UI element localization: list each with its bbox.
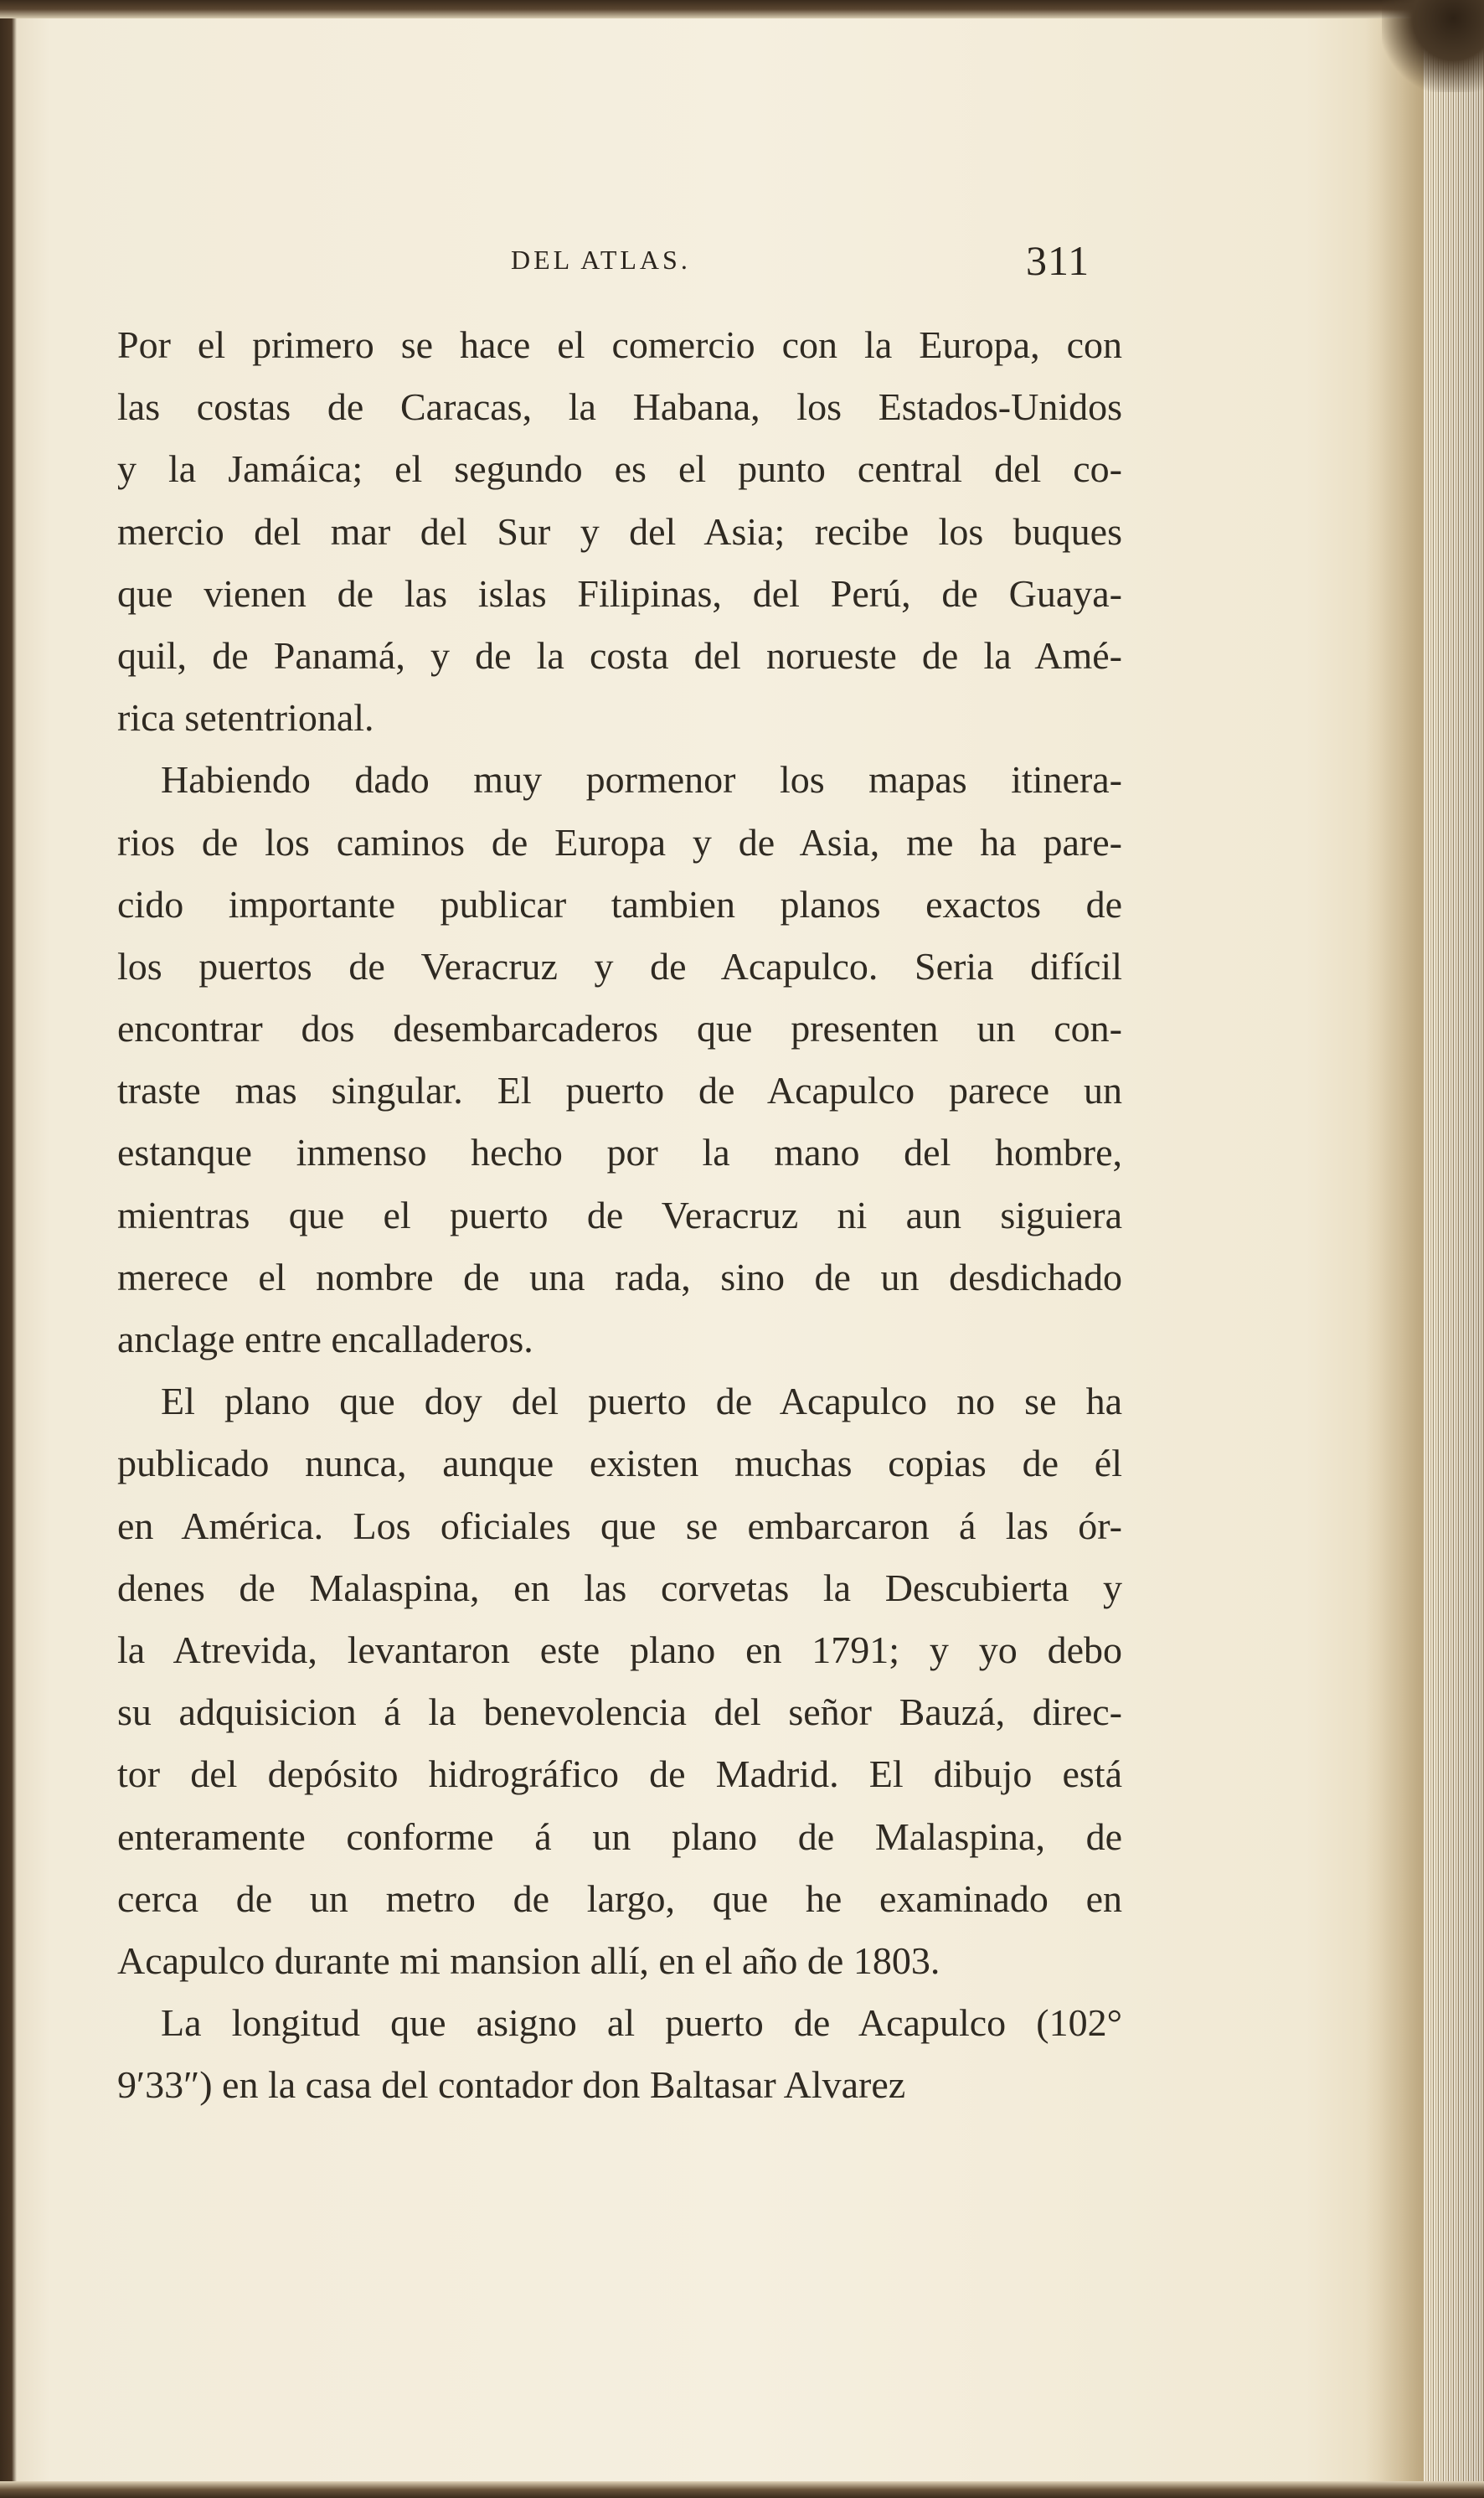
text-line: y la Jamáica; el segundo es el punto central del co- <box>117 447 1122 491</box>
text-line: 9′33″) en la casa del contador don Baltasar Alvarez <box>117 2063 906 2107</box>
text-line: denes de Malaspina, en las corvetas la Descubierta y <box>117 1566 1122 1609</box>
text-line: Por el primero se hace el comercio con la Europa, con <box>117 323 1122 366</box>
text-line: merece el nombre de una rada, sino de un desdichado <box>117 1255 1122 1298</box>
text-line: cido importante publicar tambien planos exactos de <box>117 882 1122 926</box>
text-line: enteramente conforme á un plano de Malaspina, de <box>117 1814 1122 1858</box>
text-line: rica setentrional. <box>117 696 374 740</box>
text-line: rios de los caminos de Europa y de Asia, me ha pare- <box>117 820 1122 864</box>
text-line: los puertos de Veracruz y de Acapulco. Seria difícil <box>117 944 1122 988</box>
text-line: publicado nunca, aunque existen muchas copias de él <box>117 1442 1122 1485</box>
page-bottom-edge <box>0 2481 1484 2498</box>
corner-stain <box>1382 0 1484 92</box>
text-line: las costas de Caracas, la Habana, los Estados-Unidos <box>117 385 1122 429</box>
paragraph <box>117 1370 1122 1992</box>
text-line: La longitud que asigno al puerto de Acapulco (102° <box>161 2001 1122 2045</box>
text-line: tor del depósito hidrográfico de Madrid. El dibujo está <box>117 1752 1122 1796</box>
running-head <box>117 237 1122 295</box>
text-line: Acapulco durante mi mansion allí, en el año de 1803. <box>117 1938 940 1982</box>
body-text <box>117 314 1122 2116</box>
text-line: la Atrevida, levantaron este plano en 1791; y yo debo <box>117 1628 1122 1671</box>
text-line: El plano que doy del puerto de Acapulco no se ha <box>161 1380 1122 1423</box>
text-line: encontrar dos desembarcaderos que presenten un con- <box>117 1007 1122 1050</box>
page-edges-block <box>1424 18 1484 2481</box>
paragraph <box>117 749 1122 1370</box>
running-head-title: DEL ATLAS. <box>511 245 691 275</box>
text-line: quil, de Panamá, y de la costa del norueste de la Amé- <box>117 633 1122 677</box>
paragraph <box>117 314 1122 749</box>
text-line: estanque inmenso hecho por la mano del hombre, <box>117 1131 1122 1174</box>
text-line: en América. Los oficiales que se embarcaron á las ór- <box>117 1504 1122 1547</box>
text-line: Habiendo dado muy pormenor los mapas itinera- <box>161 758 1122 802</box>
text-line: su adquisicion á la benevolencia del señor Bauzá, direc- <box>117 1690 1122 1734</box>
text-line: traste mas singular. El puerto de Acapulco parece un <box>117 1069 1122 1112</box>
text-line: mercio del mar del Sur y del Asia; recibe los buques <box>117 509 1122 553</box>
text-line: anclage entre encalladeros. <box>117 1318 533 1360</box>
page-edge-stain <box>1365 18 1424 2481</box>
page-number: 311 <box>1026 237 1090 284</box>
paragraph <box>117 1992 1122 2116</box>
text-line: cerca de un metro de largo, que he examinado en <box>117 1876 1122 1920</box>
text-line: mientras que el puerto de Veracruz ni aun siguiera <box>117 1193 1122 1236</box>
text-line: que vienen de las islas Filipinas, del Perú, de Guaya- <box>117 571 1122 615</box>
page-top-edge <box>0 0 1484 18</box>
